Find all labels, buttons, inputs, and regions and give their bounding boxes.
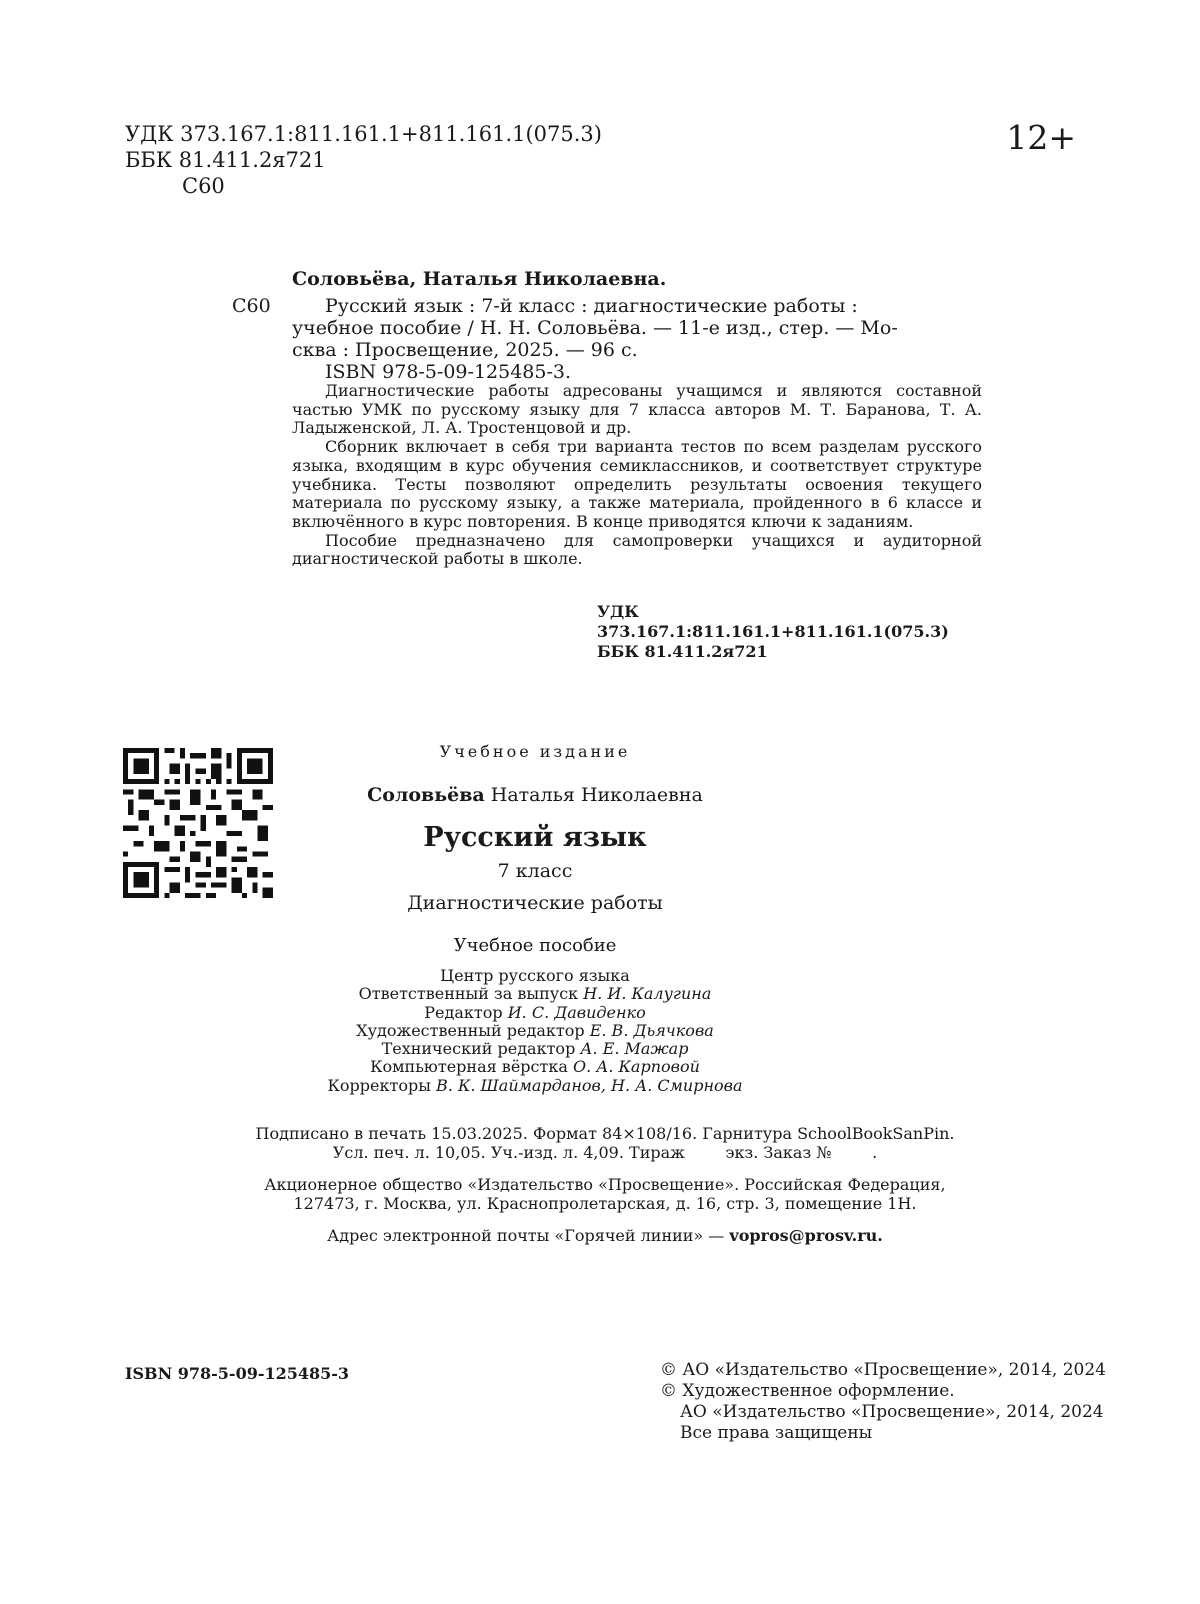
sheets-line: Усл. печ. л. 10,05. Уч.-изд. л. 4,09. Тираж экз. Заказ № . (332, 1143, 878, 1162)
edition-label: Учебное издание (439, 742, 631, 761)
annotation-paragraph: Сборник включает в себя три варианта тестов по всем разделам русского языка, входящим в курс обучения семиклассников, и соответствует структуре учебника. Тесты позволяют определить результаты освоения текущего материала по русскому языку, а также материала, пройденного в 6 классе и включённого в курс повторения. В конце приводятся ключи к заданиям. (292, 437, 982, 531)
book-grade: 7 класс (497, 860, 573, 882)
hotline-email (230, 1226, 980, 1245)
staff-line (230, 1040, 840, 1058)
staff-line (230, 1004, 840, 1022)
signed-line: Подписано в печать 15.03.2025. Формат 84×108/16. Гарнитура SchoolBookSanPin. (255, 1124, 955, 1143)
print-details (230, 1124, 980, 1162)
staff-line (230, 967, 840, 985)
catalog-bbk: ББК 81.411.2я721 (597, 642, 768, 661)
book-subtitle: Диагностические работы (407, 892, 663, 914)
book-title: Русский язык (423, 822, 647, 853)
email-label: Адрес электронной почты «Горячей линии» — (327, 1226, 730, 1245)
staff-role: Ответственный за выпуск (358, 984, 579, 1004)
author-mark: С60 (182, 174, 225, 198)
publisher-address-line: 127473, г. Москва, ул. Краснопролетарская, д. 16, стр. 3, помещение 1Н. (293, 1194, 917, 1213)
catalog-codes (597, 602, 982, 662)
bib-line: сква : Просвещение, 2025. — 96 с. (292, 339, 638, 361)
bibliographic-description (292, 295, 982, 383)
staff-role: Компьютерная вёрстка (370, 1057, 568, 1077)
rights-line: Все права защищены (680, 1423, 873, 1443)
staff-line (230, 1058, 840, 1076)
annotation-paragraph: Пособие предназначено для самопроверки учащихся и аудиторной диагностической работы в школе. (292, 530, 982, 569)
udk-code: УДК 373.167.1:811.161.1+811.161.1(075.3) (125, 122, 602, 146)
staff-name: Н. И. Калугина (583, 984, 712, 1004)
copyright-line: © АО «Издательство «Просвещение», 2014, 2024 (660, 1360, 1107, 1380)
staff-name: И. С. Давиденко (507, 1002, 646, 1022)
publisher-company: Акционерное общество «Издательство «Просвещение». Российская Федерация, (264, 1175, 946, 1194)
staff-role: Редактор (424, 1002, 503, 1022)
catalog-author: Соловьёва, Наталья Николаевна. (292, 268, 667, 290)
bib-isbn: ISBN 978-5-09-125485-3. (325, 361, 572, 383)
staff-name: Е. В. Дьячкова (589, 1020, 714, 1040)
staff-role: Технический редактор (381, 1039, 576, 1059)
email-link[interactable]: vopros@prosv.ru. (729, 1226, 883, 1245)
staff-name: В. К. Шаймарданов, Н. А. Смирнова (436, 1075, 743, 1095)
annotation-paragraph: Диагностические работы адресованы учащимся и являются составной частью УМК по русскому языку для 7 класса авторов М. Т. Баранова, Т. А. Ладыженской, Л. А. Тростенцовой и др. (292, 381, 982, 438)
bbk-code: ББК 81.411.2я721 (125, 148, 326, 172)
staff-line (230, 985, 840, 1003)
annotation (292, 382, 982, 569)
book-type: Учебное пособие (453, 935, 617, 956)
staff-name: О. А. Карповой (572, 1057, 700, 1077)
copyright-block (660, 1360, 1106, 1444)
isbn: ISBN 978-5-09-125485-3 (125, 1364, 350, 1383)
staff-role: Корректоры (327, 1075, 431, 1095)
staff-role: Центр русского языка (440, 966, 630, 985)
colophon-author (230, 784, 840, 806)
catalog-mark: С60 (232, 295, 271, 317)
staff-name: А. Е. Мажар (580, 1039, 689, 1059)
bib-line: Русский язык : 7-й класс : диагностические работы : (325, 295, 858, 317)
copyright-line: АО «Издательство «Просвещение», 2014, 2024 (680, 1402, 1104, 1422)
author-name: Наталья Николаевна (490, 784, 703, 806)
catalog-udk: УДК 373.167.1:811.161.1+811.161.1(075.3) (597, 602, 949, 641)
staff-role: Художественный редактор (356, 1020, 585, 1040)
staff-line (230, 1077, 840, 1095)
copyright-line: © Художественное оформление. (660, 1381, 955, 1401)
age-rating: 12+ (1006, 118, 1076, 157)
staff-list (230, 967, 840, 1095)
publisher-address (230, 1175, 980, 1213)
staff-line (230, 1022, 840, 1040)
publishing-info (230, 1124, 980, 1245)
bib-line: учебное пособие / Н. Н. Соловьёва. — 11-е изд., стер. — Мо- (292, 317, 898, 339)
author-surname: Соловьёва (367, 784, 485, 806)
udk-bbk-block (125, 121, 602, 199)
